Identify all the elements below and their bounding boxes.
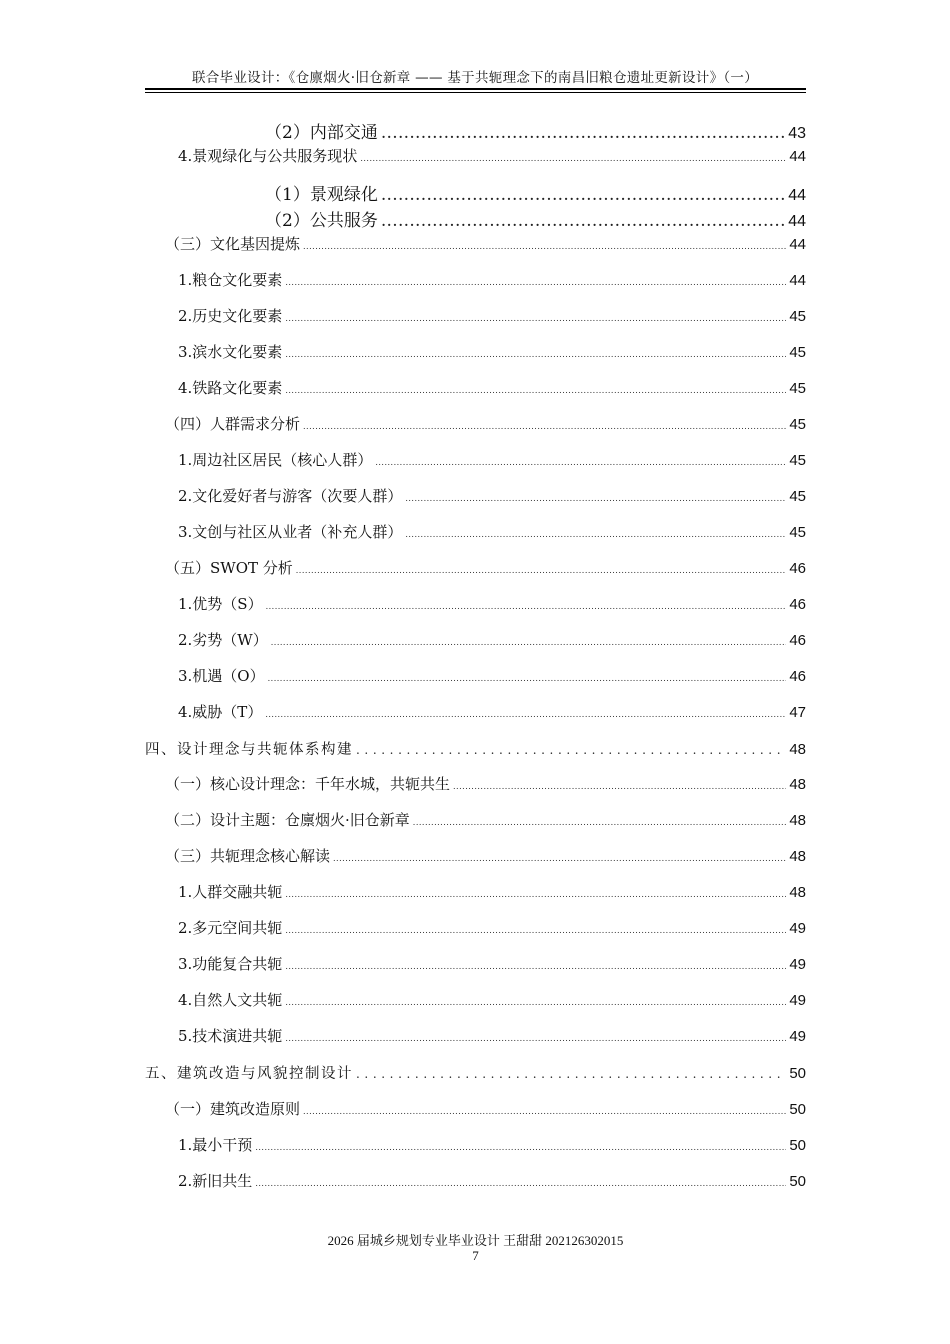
toc-entry-label: 1.人群交融共轭	[178, 883, 283, 901]
toc-entry-label: 4.景观绿化与公共服务现状	[178, 147, 358, 165]
toc-entry-label: 2.新旧共生	[178, 1172, 253, 1190]
toc-entry[interactable]	[178, 1170, 806, 1191]
toc-leader	[405, 530, 786, 539]
toc-entry[interactable]	[178, 1025, 806, 1046]
toc-entry-label: （四）人群需求分析	[165, 415, 301, 433]
toc-entry-label: 2.文化爱好者与游客（次要人群）	[178, 487, 403, 505]
toc-entry-page: 48	[789, 741, 806, 758]
toc-leader	[333, 854, 786, 863]
toc-entry[interactable]	[178, 989, 806, 1010]
toc-leader	[296, 566, 787, 575]
toc-entry-page: 48	[789, 884, 806, 901]
header-rule-thick	[145, 88, 806, 90]
toc-entry-page: 45	[789, 380, 806, 397]
toc-leader	[375, 458, 786, 467]
toc-leader	[285, 350, 786, 359]
toc-entry[interactable]	[178, 953, 806, 974]
toc-entry-label: 1.优势（S）	[178, 595, 263, 613]
toc-entry-label: 3.滨水文化要素	[178, 343, 283, 361]
toc-leader	[405, 494, 786, 503]
toc-entry-label: 2.多元空间共轭	[178, 919, 283, 937]
toc-leader	[381, 123, 785, 143]
toc-entry-page: 45	[789, 524, 806, 541]
toc-leader	[255, 1179, 786, 1188]
toc-entry-page: 46	[789, 668, 806, 685]
toc-entry[interactable]	[178, 269, 806, 290]
toc-entry-label: 1.粮仓文化要素	[178, 271, 283, 289]
toc-entry-label: （三）共轭理念核心解读	[165, 847, 331, 865]
toc-entry[interactable]	[178, 701, 806, 722]
toc-entry[interactable]	[165, 413, 806, 434]
toc-entry-page: 45	[789, 416, 806, 433]
toc-entry-page: 44	[789, 148, 806, 165]
toc-entry[interactable]	[178, 917, 806, 938]
toc-entry-label: 四、设计理念与共轭体系构建	[145, 742, 353, 758]
toc-leader	[356, 1067, 786, 1081]
toc-entry-page: 48	[789, 776, 806, 793]
toc-leader	[381, 185, 785, 205]
toc-entry-label: （三）文化基因提炼	[165, 235, 301, 253]
toc-entry-page: 50	[789, 1173, 806, 1190]
toc-entry-label: （一）核心设计理念：千年水城，共轭共生	[165, 775, 451, 793]
toc-entry[interactable]	[165, 557, 806, 578]
toc-leader	[266, 602, 787, 611]
page-footer: 2026 届城乡规划专业毕业设计 王甜甜 202126302015	[327, 1233, 624, 1248]
toc-entry[interactable]	[178, 521, 806, 542]
toc-entry[interactable]	[165, 809, 806, 830]
toc-entry-page: 50	[789, 1137, 806, 1154]
toc-entry-label: 3.功能复合共轭	[178, 955, 283, 973]
toc-entry-label: （2）公共服务	[265, 211, 378, 231]
toc-entry-page: 49	[789, 920, 806, 937]
toc-entry-label: （2）内部交通	[265, 123, 378, 143]
toc-entry-page: 45	[789, 308, 806, 325]
toc-entry[interactable]	[178, 881, 806, 902]
toc-leader	[381, 211, 785, 231]
toc-entry-label: 1.最小干预	[178, 1136, 253, 1154]
toc-leader	[356, 743, 786, 757]
toc-entry[interactable]	[178, 341, 806, 362]
toc-entry[interactable]	[178, 665, 806, 686]
toc-entry[interactable]	[178, 1134, 806, 1155]
toc-entry[interactable]	[178, 305, 806, 326]
toc-leader	[285, 890, 786, 899]
toc-entry-page: 47	[789, 704, 806, 721]
toc-entry[interactable]	[165, 233, 806, 254]
toc-entry-page: 50	[789, 1101, 806, 1118]
toc-leader	[255, 1143, 786, 1152]
toc-entry-label: 1.周边社区居民（核心人群）	[178, 451, 373, 469]
toc-entry-page: 49	[789, 956, 806, 973]
toc-leader	[265, 710, 786, 719]
toc-entry-page: 49	[789, 1028, 806, 1045]
toc-entry-page: 45	[789, 452, 806, 469]
toc-entry[interactable]	[178, 449, 806, 470]
toc-entry[interactable]	[165, 845, 806, 866]
toc-entry-page: 49	[789, 992, 806, 1009]
toc-entry-page: 44	[788, 213, 806, 230]
toc-entry[interactable]	[178, 377, 806, 398]
toc-leader	[285, 314, 786, 323]
toc-entry[interactable]	[165, 1098, 806, 1119]
toc-entry-label: 2.历史文化要素	[178, 307, 283, 325]
toc-entry-label: 4.威胁（T）	[178, 703, 263, 721]
toc-entry[interactable]	[178, 593, 806, 614]
toc-entry[interactable]	[265, 206, 806, 231]
toc-leader	[303, 1107, 786, 1116]
toc-leader	[303, 422, 786, 431]
toc-entry-label: （二）设计主题：仓廪烟火·旧仓新章	[165, 811, 410, 829]
toc-leader	[285, 998, 786, 1007]
toc-leader	[271, 638, 787, 647]
toc-entry-page: 44	[789, 236, 806, 253]
toc-entry-page: 44	[788, 187, 806, 204]
toc-entry-page: 45	[789, 488, 806, 505]
toc-leader	[303, 242, 786, 251]
toc-entry-label: 2.劣势（W）	[178, 631, 268, 649]
toc-leader	[360, 154, 786, 163]
toc-entry-label: 五、建筑改造与风貌控制设计	[145, 1066, 353, 1082]
toc-entry-page: 44	[789, 272, 806, 289]
toc-entry[interactable]	[265, 118, 806, 143]
toc-entry-page: 50	[789, 1065, 806, 1082]
toc-leader	[268, 674, 787, 683]
toc-entry-page: 46	[789, 632, 806, 649]
toc-entry-page: 46	[789, 560, 806, 577]
toc-entry-label: 4.铁路文化要素	[178, 379, 283, 397]
toc-entry[interactable]	[178, 485, 806, 506]
toc-entry[interactable]	[165, 773, 806, 794]
toc-entry-label: 3.机遇（O）	[178, 667, 265, 685]
toc-leader	[285, 386, 786, 395]
toc-entry-label: 5.技术演进共轭	[178, 1027, 283, 1045]
toc-leader	[413, 818, 787, 827]
toc-entry-page: 46	[789, 596, 806, 613]
header-rule-thin	[145, 92, 806, 93]
toc-leader	[285, 926, 786, 935]
toc-entry-page: 43	[788, 125, 806, 142]
toc-entry-page: 48	[789, 812, 806, 829]
running-header: 联合毕业设计：《仓廪烟火·旧仓新章 —— 基于共轭理念下的南昌旧粮仓遗址更新设计》（一）	[191, 70, 759, 86]
toc-entry-label: 4.自然人文共轭	[178, 991, 283, 1009]
toc-section-entry[interactable]	[145, 1062, 806, 1083]
toc-leader	[285, 1034, 786, 1043]
toc-entry-page: 48	[789, 848, 806, 865]
toc-leader	[285, 962, 786, 971]
toc-entry[interactable]	[178, 145, 806, 166]
toc-entry-page: 45	[789, 344, 806, 361]
toc-entry-label: （五）SWOT 分析	[165, 559, 293, 577]
page-number: 7	[472, 1248, 479, 1263]
toc-entry-label: （1）景观绿化	[265, 185, 378, 205]
toc-entry[interactable]	[265, 180, 806, 205]
toc-entry-label: 3.文创与社区从业者（补充人群）	[178, 523, 403, 541]
toc-entry-label: （一）建筑改造原则	[165, 1100, 301, 1118]
toc-leader	[285, 278, 786, 287]
toc-section-entry[interactable]	[145, 738, 806, 759]
toc-entry[interactable]	[178, 629, 806, 650]
toc-leader	[453, 782, 786, 791]
